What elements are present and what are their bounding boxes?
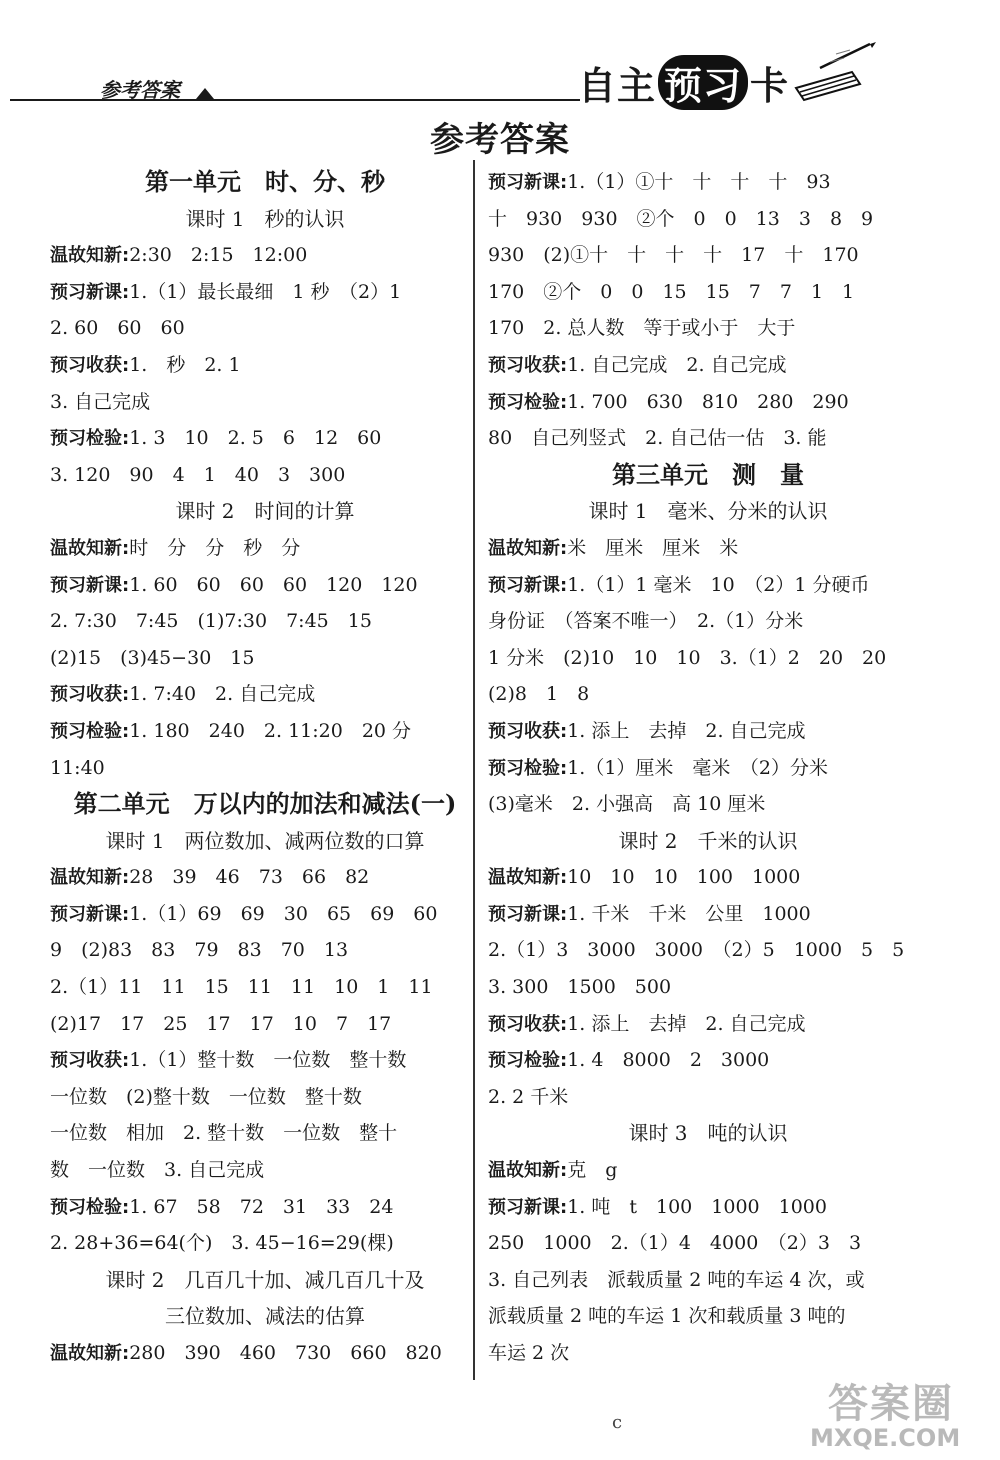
answer-continuation: 数 一位数 3. 自己完成 bbox=[50, 1159, 265, 1182]
answer-label: 预习新课: bbox=[50, 574, 130, 596]
answer-label: 温故知新: bbox=[50, 867, 130, 889]
pen-book-icon bbox=[790, 38, 880, 108]
answer-label: 预习检验: bbox=[50, 428, 130, 450]
page-header bbox=[0, 0, 1000, 120]
page-mark: c bbox=[612, 1412, 623, 1433]
answer-line bbox=[50, 567, 480, 604]
answer-text: 1. 60 60 60 60 120 120 bbox=[129, 573, 418, 596]
answer-text: 1.（1）最长最细 1 秒 （2）1 bbox=[129, 280, 402, 303]
answer-label: 预习检验: bbox=[50, 1196, 130, 1218]
answer-text: 米 厘米 厘米 米 bbox=[567, 536, 739, 559]
answer-line bbox=[488, 1189, 928, 1226]
answer-label: 温故知新: bbox=[50, 1343, 130, 1364]
answer-continuation: 2. 28+36=64(个) 3. 45−16=29(棵) bbox=[50, 1232, 394, 1255]
answer-text: 1. 3 10 2. 5 6 12 60 bbox=[129, 427, 382, 450]
answer-line bbox=[488, 1152, 928, 1189]
answer-continuation: (3)毫米 2. 小强高 高 10 厘米 bbox=[488, 793, 766, 816]
answer-continuation: 十 930 930 ②个 0 0 13 3 8 9 bbox=[488, 207, 874, 230]
answer-continuation: 2. 7:30 7:45 (1)7:30 7:45 15 bbox=[50, 610, 372, 633]
answer-continuation: 车运 2 次 bbox=[488, 1342, 570, 1364]
answer-line bbox=[488, 859, 928, 896]
answer-continuation: 3. 300 1500 500 bbox=[488, 976, 672, 999]
answer-text: 1.（1）整十数 一位数 整十数 bbox=[129, 1049, 407, 1072]
answer-label: 温故知新: bbox=[50, 537, 130, 559]
answer-text: 1. 700 630 810 280 290 bbox=[567, 390, 849, 413]
answer-continuation: 2.（1）11 11 15 11 11 10 1 11 bbox=[50, 976, 433, 999]
answer-text: 1. 67 58 72 31 33 24 bbox=[129, 1195, 394, 1218]
answer-line bbox=[50, 859, 480, 896]
answer-continuation: 80 自己列竖式 2. 自己估一估 3. 能 bbox=[488, 427, 827, 450]
answer-line bbox=[50, 1335, 480, 1372]
answer-label: 预习收获: bbox=[488, 720, 568, 742]
page-title: 参考答案 bbox=[430, 120, 570, 160]
answer-text: 1. 秒 2. 1 bbox=[129, 353, 241, 376]
answer-line bbox=[50, 420, 480, 457]
answer-line bbox=[50, 1042, 480, 1079]
answer-label: 预习收获: bbox=[488, 1013, 568, 1035]
lesson-heading: 课时 1 两位数加、减两位数的口算 bbox=[105, 828, 425, 853]
answer-line bbox=[488, 567, 928, 604]
answer-text: 1.（1）①十 十 十 十 93 bbox=[567, 171, 831, 193]
answer-line bbox=[488, 750, 928, 787]
answer-continuation: 身份证 （答案不唯一） 2.（1）分米 bbox=[488, 610, 804, 633]
unit-heading: 第二单元 万以内的加法和减法(一) bbox=[73, 789, 457, 819]
answer-label: 预习收获: bbox=[488, 354, 568, 376]
answer-line bbox=[488, 1006, 928, 1043]
answer-continuation: 1 分米 (2)10 10 10 3.（1）2 20 20 bbox=[488, 646, 887, 669]
answer-line bbox=[488, 896, 928, 933]
answer-text: 1. 千米 千米 公里 1000 bbox=[567, 902, 811, 925]
unit-heading: 第三单元 测 量 bbox=[612, 459, 804, 489]
answer-label: 预习新课: bbox=[488, 172, 568, 193]
answer-continuation: 170 2. 总人数 等于或小于 大于 bbox=[488, 317, 796, 340]
answer-text: 1.（1）69 69 30 65 69 60 bbox=[129, 902, 438, 925]
answer-continuation: 3. 自己列表 派载质量 2 吨的车运 4 次，或 bbox=[488, 1268, 865, 1291]
answer-continuation: 2. 2 千米 bbox=[488, 1085, 569, 1108]
watermark-url: MXQE.COM bbox=[810, 1424, 961, 1452]
answer-continuation: (2)8 1 8 bbox=[488, 683, 590, 706]
unit-heading: 第一单元 时、分、秒 bbox=[145, 167, 385, 196]
answer-line bbox=[488, 530, 928, 567]
answer-text: 1. 7:40 2. 自己完成 bbox=[129, 683, 316, 706]
answer-line bbox=[50, 713, 480, 750]
answer-line bbox=[50, 274, 480, 311]
lesson-heading: 课时 1 秒的认识 bbox=[185, 206, 345, 231]
answer-continuation: 3. 120 90 4 1 40 3 300 bbox=[50, 463, 346, 486]
answer-label: 温故知新: bbox=[488, 867, 568, 889]
answer-label: 预习新课: bbox=[488, 1196, 568, 1218]
lesson-heading: 课时 1 毫米、分米的认识 bbox=[588, 499, 828, 524]
answer-text: 10 10 10 100 1000 bbox=[567, 866, 801, 889]
answer-line bbox=[488, 384, 928, 421]
answer-label: 预习检验: bbox=[488, 1050, 568, 1072]
answer-label: 预习检验: bbox=[488, 391, 568, 413]
answer-continuation: 2. 60 60 60 bbox=[50, 317, 185, 340]
answer-label: 预习新课: bbox=[488, 903, 568, 925]
lesson-heading: 课时 2 时间的计算 bbox=[175, 499, 355, 524]
answer-text: 克 g bbox=[567, 1159, 618, 1182]
answer-continuation: 派载质量 2 吨的车运 1 次和载质量 3 吨的 bbox=[488, 1305, 846, 1328]
answer-continuation: 一位数 (2)整十数 一位数 整十数 bbox=[50, 1085, 362, 1108]
answer-line bbox=[488, 1042, 928, 1079]
answer-continuation: 11:40 bbox=[50, 756, 105, 779]
answer-label: 温故知新: bbox=[488, 1160, 568, 1182]
right-column bbox=[488, 164, 928, 1372]
answer-label: 预习检验: bbox=[50, 720, 130, 742]
header-triangle-icon bbox=[196, 88, 214, 99]
answer-text: 1. 添上 去掉 2. 自己完成 bbox=[567, 1012, 806, 1035]
answer-label: 预习收获: bbox=[50, 684, 130, 706]
answer-line bbox=[50, 237, 480, 274]
answer-label: 预习新课: bbox=[50, 281, 130, 303]
answer-text: 时 分 分 秒 分 bbox=[129, 536, 301, 559]
header-label: 参考答案 bbox=[100, 78, 180, 102]
brand-logo bbox=[578, 56, 789, 108]
answer-continuation: 一位数 相加 2. 整十数 一位数 整十 bbox=[50, 1122, 398, 1145]
answer-text: 1.（1）1 毫米 10 （2）1 分硬币 bbox=[567, 573, 870, 596]
answer-line bbox=[50, 896, 480, 933]
answer-line bbox=[488, 164, 928, 201]
answer-continuation: 930 (2)①十 十 十 十 17 十 170 bbox=[488, 244, 859, 267]
answer-text: 1. 吨 t 100 1000 1000 bbox=[567, 1195, 827, 1218]
header-rule bbox=[10, 99, 580, 101]
answer-continuation: (2)15 (3)45−30 15 bbox=[50, 646, 255, 669]
answer-continuation: 3. 自己完成 bbox=[50, 390, 151, 413]
brand-part1: 自主 bbox=[578, 63, 657, 108]
answer-text: 2:30 2:15 12:00 bbox=[129, 244, 308, 267]
answer-line bbox=[50, 1189, 480, 1226]
lesson-heading: 课时 3 吨的认识 bbox=[628, 1121, 788, 1146]
answer-line bbox=[50, 530, 480, 567]
lesson-heading: 课时 2 千米的认识 bbox=[618, 828, 798, 853]
answer-label: 预习收获: bbox=[50, 354, 130, 376]
brand-part2: 预习 bbox=[658, 55, 748, 110]
left-column bbox=[50, 164, 480, 1372]
answer-text: 1. 4 8000 2 3000 bbox=[567, 1049, 770, 1072]
answer-text: 1. 180 240 2. 11:20 20 分 bbox=[129, 719, 412, 742]
answer-line bbox=[50, 676, 480, 713]
answer-label: 预习新课: bbox=[488, 574, 568, 596]
answer-text: 1. 添上 去掉 2. 自己完成 bbox=[567, 719, 806, 742]
answer-label: 温故知新: bbox=[50, 245, 130, 267]
answer-label: 预习检验: bbox=[488, 757, 568, 779]
answer-text: 1. 自己完成 2. 自己完成 bbox=[567, 353, 787, 376]
answer-label: 温故知新: bbox=[488, 537, 568, 559]
answer-label: 预习收获: bbox=[50, 1050, 130, 1072]
answer-continuation: 2.（1）3 3000 3000 （2）5 1000 5 5 bbox=[488, 939, 905, 962]
answer-line bbox=[488, 713, 928, 750]
lesson-heading: 课时 2 几百几十加、减几百几十及 bbox=[105, 1267, 425, 1292]
answer-text: 1.（1）厘米 毫米 （2）分米 bbox=[567, 756, 829, 779]
answer-line bbox=[50, 347, 480, 384]
answer-continuation: 9 (2)83 83 79 83 70 13 bbox=[50, 939, 349, 962]
answer-label: 预习新课: bbox=[50, 903, 130, 925]
answer-continuation: 250 1000 2.（1）4 4000 （2）3 3 bbox=[488, 1232, 862, 1255]
brand-part3: 卡 bbox=[750, 63, 790, 108]
answer-text: 28 39 46 73 66 82 bbox=[129, 866, 370, 889]
lesson-heading: 三位数加、减法的估算 bbox=[165, 1304, 365, 1329]
answer-continuation: 170 ②个 0 0 15 15 7 7 1 1 bbox=[488, 280, 855, 303]
watermark-text: 答案圈 bbox=[828, 1381, 954, 1427]
answer-line bbox=[488, 347, 928, 384]
answer-continuation: (2)17 17 25 17 17 10 7 17 bbox=[50, 1012, 392, 1035]
answer-text: 280 390 460 730 660 820 bbox=[129, 1342, 442, 1364]
